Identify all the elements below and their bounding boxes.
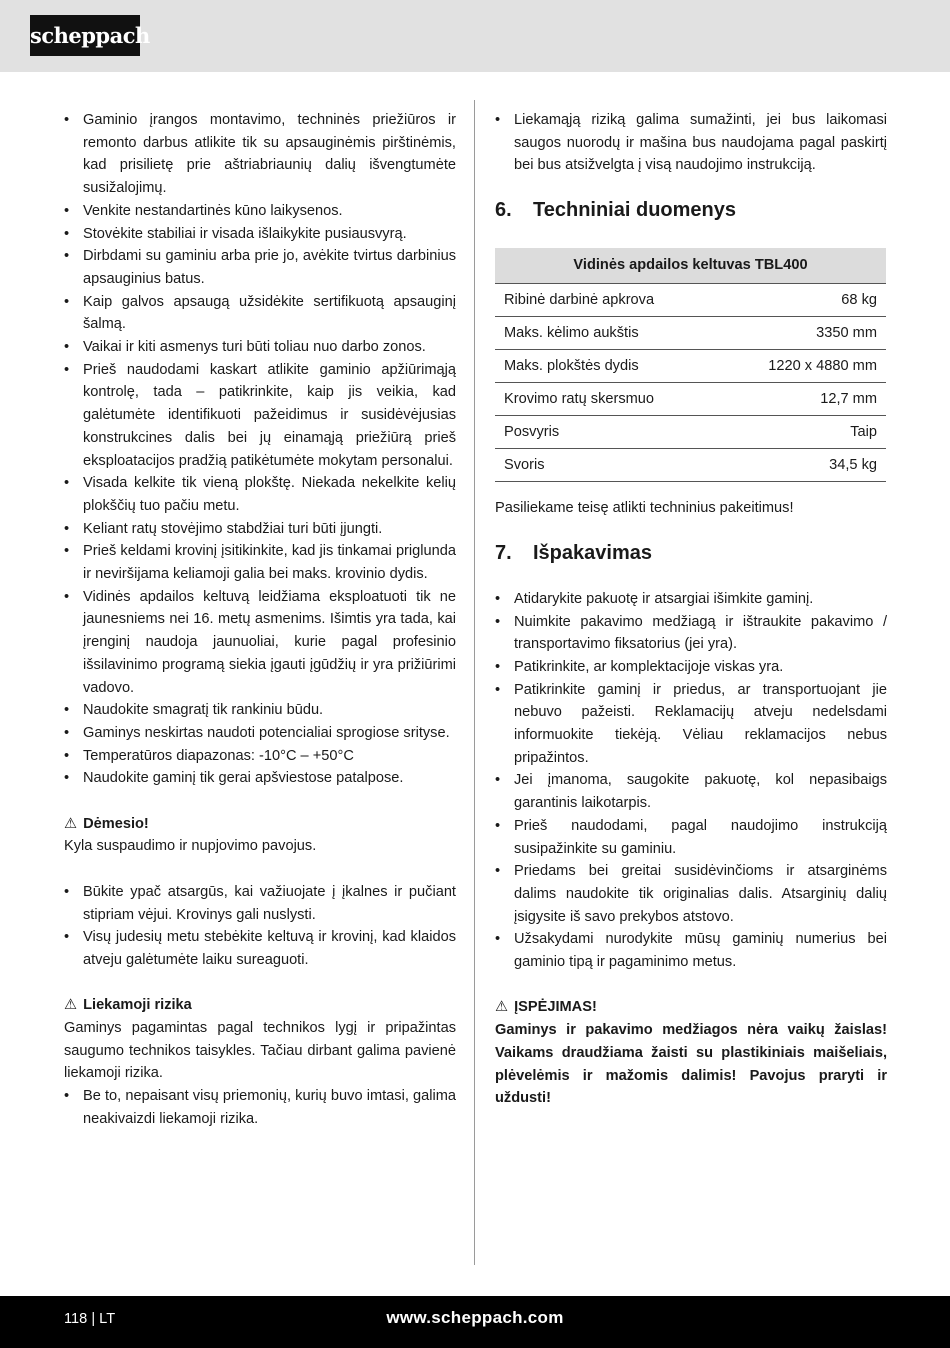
list-item: • Be to, nepaisant visų priemonių, kurių buvo imtasi, galima neakivaizdi liekamoji rizika. [64, 1085, 456, 1130]
website-link[interactable]: www.scheppach.com [386, 1308, 564, 1327]
residual-risk-heading: ⚠ Liekamoji rizika [64, 997, 192, 1014]
table-row [495, 383, 886, 416]
spec-value: 12,7 mm [718, 383, 886, 416]
list-item: • Nuimkite pakavimo medžiagą ir ištraukite pakavimo / transportavimo fiksatorius (jei yra). [495, 611, 887, 656]
list-item: • Gaminio įrangos montavimo, techninės priežiūros ir remonto darbus atlikite tik su apsauginėmis pirštinėmis, kad prisilietę prie aštriabriaunių dalių išvengtumėte susižalojimų. [64, 109, 456, 200]
attention-heading: ⚠ Dėmesio! [64, 815, 149, 832]
section-7-heading: 7. Išpakavimas [495, 541, 652, 564]
spec-label: Maks. kėlimo aukštis [495, 317, 718, 350]
warning-triangle-icon: ⚠ [495, 999, 509, 1016]
list-item: • Vidinės apdailos keltuvą leidžiama eksploatuoti tik ne jaunesniems nei 16. metų asmenims. Išimtis yra tada, kai įrenginį naudoja jaunuoliai, kurie pagal profesinio išsilavinimo programą siekia įgauti įgūdžių ir yra prižiūrimi vadovo. [64, 586, 456, 700]
list-item: • Patikrinkite, ar komplektacijoje viskas yra. [495, 656, 887, 679]
table-row [495, 416, 886, 449]
left-column [64, 109, 456, 1131]
right-column [495, 109, 887, 1110]
table-row [495, 317, 886, 350]
spec-label: Krovimo ratų skersmuo [495, 383, 718, 416]
residual-risk-text: Gaminys pagamintas pagal technikos lygį ir pripažintas saugumo technikos taisykles. Tačiau dirbant galima pavienė liekamoji rizika. [64, 1020, 456, 1082]
spec-value: 34,5 kg [718, 449, 886, 482]
list-item: • Keliant ratų stovėjimo stabdžiai turi būti įjungti. [64, 518, 456, 541]
warning-triangle-icon: ⚠ [64, 815, 78, 832]
page-footer [0, 1296, 950, 1348]
spec-value: 1220 x 4880 mm [718, 350, 886, 383]
attention-list [64, 881, 456, 972]
list-item: • Prieš naudodami kaskart atlikite gaminio apžiūrimąją kontrolę, tada – patikrinkite, kaip jis veikia, kad galėtumėte identifikuoti pažeidimus ir susidėvėjusias konstrukcines dalis bei jų einamąją priežiūrą prieš eksploatacijos pradžią patikėtumėte mokytam personalui. [64, 359, 456, 473]
list-item: • Jei įmanoma, saugokite pakuotę, kol nepasibaigs garantinis laikotarpis. [495, 769, 887, 814]
spec-value: 68 kg [718, 284, 886, 317]
list-item: • Priedams bei greitai susidėvinčioms ir atsarginėms dalims naudokite tik originalias dalis. Atsarginių dalių įsigysite iš savo prekybos atstovo. [495, 860, 887, 928]
page-number: 118 | LT [64, 1311, 116, 1327]
spec-label: Maks. plokštės dydis [495, 350, 718, 383]
list-item: • Patikrinkite gaminį ir priedus, ar transportuojant jie nebuvo pažeisti. Reklamacijų atveju nedelsdami informuokite tiekėją. Vėliau reklamacijos nebus pripažintos. [495, 679, 887, 770]
scheppach-logo: scheppach [30, 15, 140, 56]
spec-label: Svoris [495, 449, 718, 482]
list-item: • Naudokite smagratį tik rankiniu būdu. [64, 699, 456, 722]
section-6-heading: 6. Techniniai duomenys [495, 199, 736, 222]
list-item: • Temperatūros diapazonas: -10°C – +50°C [64, 745, 456, 768]
spec-value: Taip [718, 416, 886, 449]
table-row [495, 350, 886, 383]
warning-triangle-icon: ⚠ [64, 997, 78, 1014]
spec-label: Posvyris [495, 416, 718, 449]
list-item: • Vaikai ir kiti asmenys turi būti toliau nuo darbo zonos. [64, 336, 456, 359]
technical-changes-note: Pasiliekame teisę atlikti techninius pakeitimus! [495, 500, 794, 517]
warning-heading: ⚠ ĮSPĖJIMAS! [495, 999, 597, 1016]
list-item: • Visų judesių metu stebėkite keltuvą ir krovinį, kad klaidos atveju galėtumėte laiku sureaguoti. [64, 926, 456, 971]
list-item: • Būkite ypač atsargūs, kai važiuojate į įkalnes ir pučiant stipriam vėjui. Krovinys gali nuslysti. [64, 881, 456, 926]
unpacking-list [495, 588, 887, 974]
list-item: • Venkite nestandartinės kūno laikysenos. [64, 200, 456, 223]
list-item: • Prieš keldami krovinį įsitikinkite, kad jis tinkamai priglunda ir neviršijama keliamoji galia bei maks. krovinio dydis. [64, 540, 456, 585]
list-item: • Visada kelkite tik vieną plokštę. Niekada nekelkite kelių plokščių tuo pačiu metu. [64, 472, 456, 517]
list-item: • Kaip galvos apsaugą užsidėkite sertifikuotą apsauginį šalmą. [64, 291, 456, 336]
list-item: • Atidarykite pakuotę ir atsargiai išimkite gaminį. [495, 588, 887, 611]
residual-risk-list [64, 1085, 456, 1130]
residual-continuation-list [495, 109, 887, 177]
list-item: • Stovėkite stabiliai ir visada išlaikykite pusiausvyrą. [64, 223, 456, 246]
list-item: • Užsakydami nurodykite mūsų gaminių numerius bei gaminio tipą ir pagaminimo metus. [495, 928, 887, 973]
list-item: • Liekamąją riziką galima sumažinti, jei bus laikomasi saugos nuorodų ir mašina bus naudojama pagal paskirtį bei bus atsižvelgta į visą naudojimo instrukciją. [495, 109, 887, 177]
spec-label: Ribinė darbinė apkrova [495, 284, 718, 317]
spec-value: 3350 mm [718, 317, 886, 350]
list-item: • Dirbdami su gaminiu arba prie jo, avėkite tvirtus darbinius apsauginius batus. [64, 245, 456, 290]
table-row [495, 284, 886, 317]
list-item: • Prieš naudodami, pagal naudojimo instrukciją susipažinkite su gaminiu. [495, 815, 887, 860]
warning-text: Gaminys ir pakavimo medžiagos nėra vaikų žaislas! Vaikams draudžiama žaisti su plastikiniais maišeliais, plėvelėmis ir mažomis dalimis! Pavojus praryti ir uždusti! [495, 1022, 887, 1107]
table-header: Vidinės apdailos keltuvas TBL400 [495, 248, 886, 284]
list-item: • Naudokite gaminį tik gerai apšviestose patalpose. [64, 767, 456, 790]
page-header [0, 0, 950, 72]
table-row [495, 449, 886, 482]
column-divider [474, 100, 475, 1265]
list-item: • Gaminys neskirtas naudoti potencialiai sprogiose srityse. [64, 722, 456, 745]
technical-data-table [495, 248, 886, 482]
attention-text: Kyla suspaudimo ir nupjovimo pavojus. [64, 838, 317, 855]
safety-list [64, 109, 456, 790]
